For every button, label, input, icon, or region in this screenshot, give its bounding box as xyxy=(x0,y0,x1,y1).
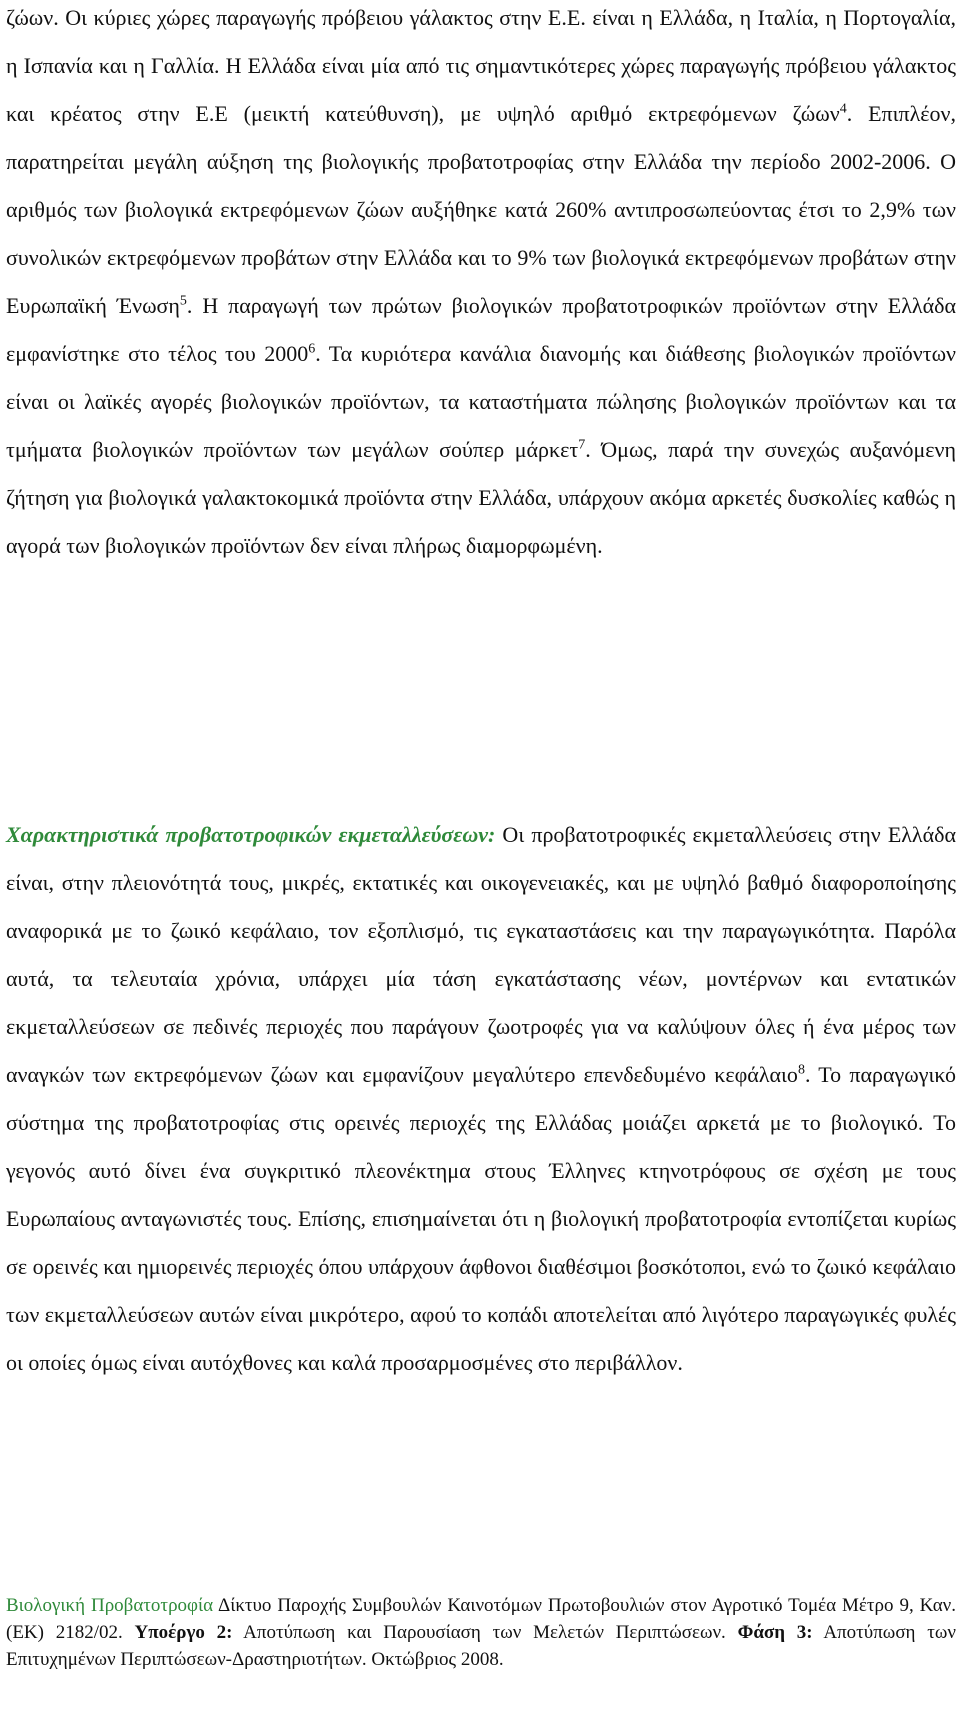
paragraph-text: . Το παραγωγικό σύστημα της προβατοτροφίας στις ορεινές περιοχές της Ελλάδας μοιάζει αρκετά με το βιολογικό. Το γεγονός αυτό δίνει ένα συγκριτικό πλεονέκτημα στους Έλληνες κτηνοτρόφους σε σχέση με τους Ευρωπαίους ανταγωνιστές τους. Επίσης, επισημαίνεται ότι η βιολογική προβατοτροφία εντοπίζεται κυρίως σε ορεινές και ημιορεινές περιοχές όπου υπάρχουν άφθονοι διαθέσιμοι βοσκότοποι, ενώ το ζωικό κεφάλαιο των εκμεταλλεύσεων αυτών είναι μικρότερο, αφού το κοπάδι αποτελείται από λιγότερο παραγωγικές φυλές οι οποίες όμως είναι αυτόχθονες και καλά προσαρμοσμένες στο περιβάλλον. xyxy=(6,1062,956,1375)
paragraph-text: . Η παραγωγή των πρώτων βιολογικών προβατοτροφικών προϊόντων στην Ελλάδα εμφανίστηκε στο τέλος του 2000 xyxy=(6,293,956,366)
section-heading: Χαρακτηριστικά προβατοτροφικών εκμεταλλεύσεων: xyxy=(6,822,496,847)
footer-text: Αποτύπωση και Παρουσίαση των Μελετών Περιπτώσεων. xyxy=(232,1622,738,1643)
paragraph-text: . Τα κυριότερα κανάλια διανομής και διάθεσης βιολογικών προϊόντων είναι οι λαϊκές αγορές βιολογικών προϊόντων, τα καταστήματα πώλησης βιολογικών προϊόντων και τα τμήματα βιολογικών προϊόντων των μεγάλων σούπερ μάρκετ xyxy=(6,341,956,462)
body-paragraph-farm-characteristics xyxy=(6,811,956,1387)
body-paragraph-livestock xyxy=(6,0,956,570)
footnote-ref-5[interactable]: 5 xyxy=(179,293,187,309)
footer-text: Αποτύπωση των Επιτυχημένων Περιπτώσεων-Δραστηριοτήτων. Οκτώβριος 2008. xyxy=(6,1622,956,1670)
footnote-ref-4[interactable]: 4 xyxy=(839,101,847,117)
footer-text: Δίκτυο Παροχής Συμβουλών Καινοτόμων Πρωτοβουλιών στον Αγροτικό Τομέα Μέτρο 9, Καν.(ΕΚ) 2182/02. xyxy=(6,1595,956,1643)
footer-project-title: Βιολογική Προβατοτροφία xyxy=(6,1595,214,1616)
footnote-ref-6[interactable]: 6 xyxy=(308,341,316,357)
paragraph-text: . Επιπλέον, παρατηρείται μεγάλη αύξηση της βιολογικής προβατοτροφίας στην Ελλάδα την περίοδο 2002-2006. Ο αριθμός των βιολογικά εκτρεφόμενων ζώων αυξήθηκε κατά 260% αντιπροσωπεύοντας έτσι το 2,9% των συνολικών εκτρεφόμενων προβάτων στην Ελλάδα και το 9% των βιολογικά εκτρεφόμενων προβάτων στην Ευρωπαϊκή Ένωση xyxy=(6,101,956,318)
footer-phase-label: Φάση 3: xyxy=(737,1622,813,1643)
paragraph-text: . Όμως, παρά την συνεχώς αυξανόμενη ζήτηση για βιολογικά γαλακτοκομικά προϊόντα στην Ελλάδα, υπάρχουν ακόμα αρκετές δυσκολίες καθώς η αγορά των βιολογικών προϊόντων δεν είναι πλήρως διαμορφωμένη. xyxy=(6,437,956,558)
paragraph-text: Οι προβατοτροφικές εκμεταλλεύσεις στην Ελλάδα είναι, στην πλειονότητά τους, μικρές, εκτατικές και οικογενειακές, και με υψηλό βαθμό διαφοροποίησης αναφορικά με το ζωικό κεφάλαιο, τον εξοπλισμό, τις εγκαταστάσεις και την παραγωγικότητα. Παρόλα αυτά, τα τελευταία χρόνια, υπάρχει μία τάση εγκατάστασης νέων, μοντέρνων και εντατικών εκμεταλλεύσεων σε πεδινές περιοχές που παράγουν ζωοτροφές για να καλύψουν όλες ή ένα μέρος των αναγκών των εκτρεφόμενων ζώων και εμφανίζουν μεγαλύτερο επενδεδυμένο κεφάλαιο xyxy=(6,822,957,1087)
page-footer xyxy=(6,1592,956,1673)
footnote-ref-8[interactable]: 8 xyxy=(797,1062,805,1078)
footnote-ref-7[interactable]: 7 xyxy=(578,437,586,453)
paragraph-text: ζώων. Οι κύριες χώρες παραγωγής πρόβειου γάλακτος στην Ε.Ε. είναι η Ελλάδα, η Ιταλία, η Πορτογαλία, η Ισπανία και η Γαλλία. Η Ελλάδα είναι μία από τις σημαντικότερες χώρες παραγωγής πρόβειου γάλακτος και κρέατος στην Ε.Ε (μεικτή κατεύθυνση), με υψηλό αριθμό εκτρεφόμενων ζώων xyxy=(6,5,956,126)
footer-subproject-label: Υποέργο 2: xyxy=(134,1622,233,1643)
